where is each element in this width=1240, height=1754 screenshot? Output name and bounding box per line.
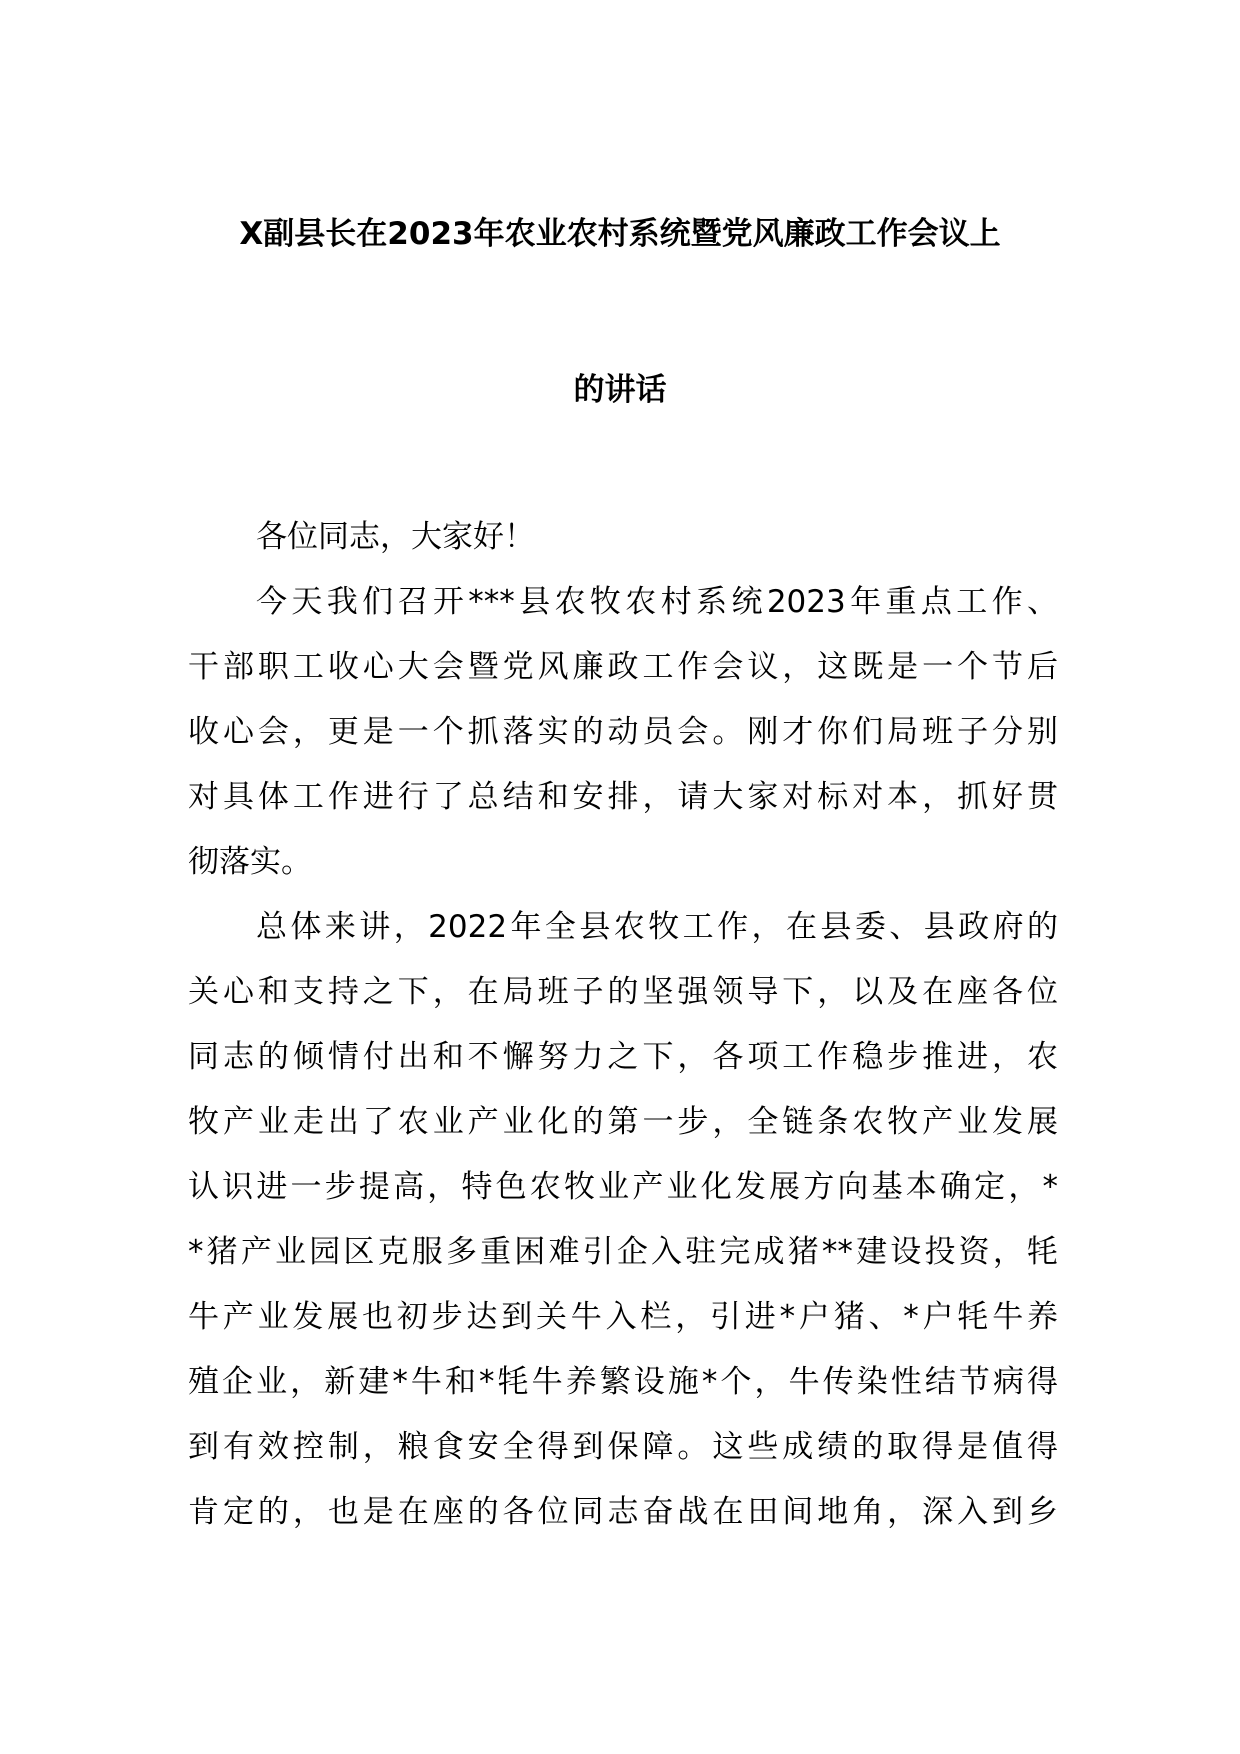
paragraph-line: 干部职工收心大会暨党风廉政工作会议，这既是一个节后 [188,649,1058,685]
paragraph-line: 同志的倾情付出和不懈努力之下，各项工作稳步推进，农 [188,1039,1058,1075]
paragraph-line: 各位同志，大家好！ [256,519,535,555]
paragraph-line: 殖企业，新建*牛和*牦牛养繁设施*个，牛传染性结节病得 [188,1364,1058,1400]
paragraph-line: 牧产业走出了农业产业化的第一步，全链条农牧产业发展 [188,1104,1058,1140]
document-title-line-2: 的讲话 [573,372,667,408]
paragraph-line: 关心和支持之下，在局班子的坚强领导下，以及在座各位 [188,974,1058,1010]
paragraph-line: *猪产业园区克服多重困难引企入驻完成猪**建设投资，牦 [188,1234,1058,1270]
paragraph-line: 肯定的，也是在座的各位同志奋战在田间地角，深入到乡 [188,1494,1058,1530]
paragraph-line: 今天我们召开***县农牧农村系统2023年重点工作、 [256,584,1058,620]
paragraph-line: 彻落实。 [188,844,312,880]
paragraph-line: 到有效控制，粮食安全得到保障。这些成绩的取得是值得 [188,1429,1058,1465]
paragraph-line: 总体来讲，2022年全县农牧工作，在县委、县政府的 [256,909,1058,945]
paragraph-summary [188,895,1058,1545]
paragraph-greeting [188,505,1058,570]
paragraph-line: 认识进一步提高，特色农牧业产业化发展方向基本确定，* [188,1169,1058,1205]
paragraph-line: 收心会，更是一个抓落实的动员会。刚才你们局班子分别 [188,714,1058,750]
document-body [188,505,1058,1545]
document-title-line-1: X副县长在2023年农业农村系统暨党风廉政工作会议上 [239,216,1001,252]
paragraph-line: 对具体工作进行了总结和安排，请大家对标对本，抓好贯 [188,779,1058,815]
paragraph-opening [188,570,1058,895]
paragraph-line: 牛产业发展也初步达到关牛入栏，引进*户猪、*户牦牛养 [188,1299,1058,1335]
